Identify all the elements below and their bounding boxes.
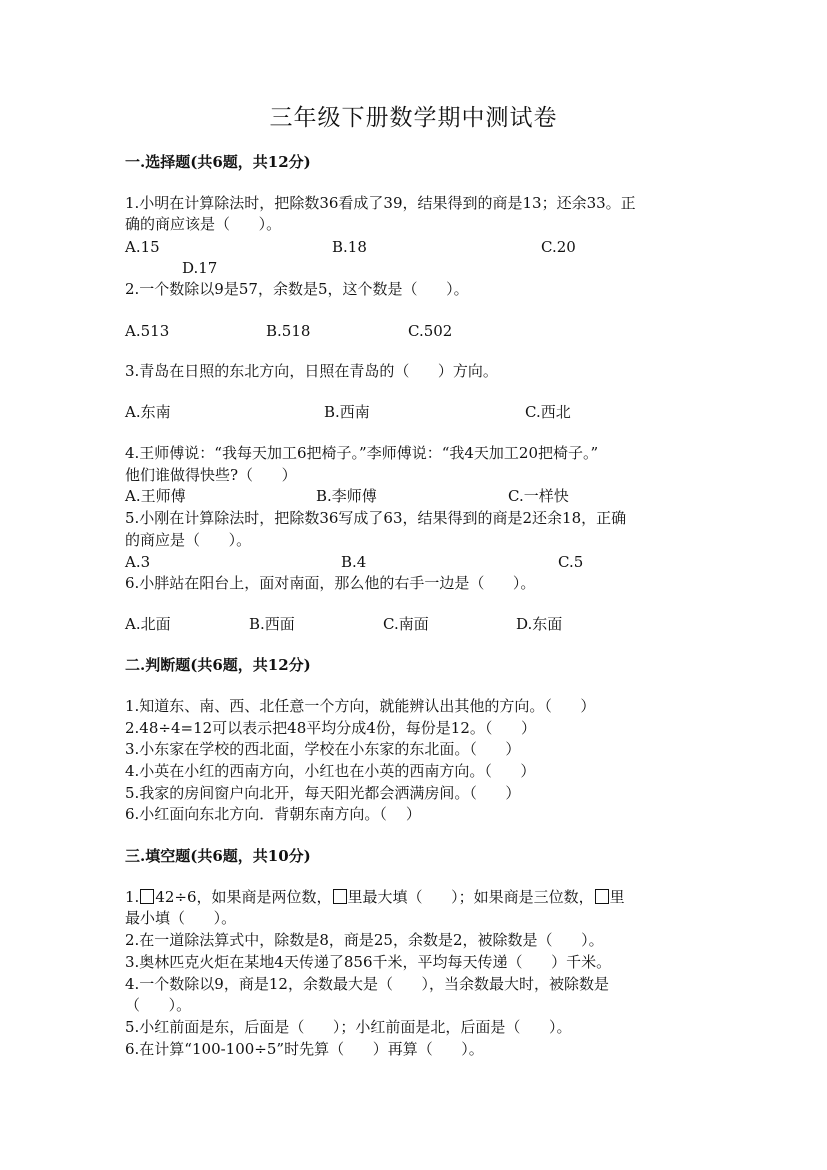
section-heading-fill-blank: 三.填空题(共6题，共10分) [125,847,311,865]
question-text: 6.小胖站在阳台上，面对南面，那么他的右手一边是（ ）。 [125,574,536,592]
question-text: 4.王师傅说：“我每天加工6把椅子。”李师傅说：“我4天加工20把椅子。” [125,444,599,462]
option-b: B.18 [332,238,367,256]
question-text: 确的商应该是（ ）。 [125,215,282,233]
option-a: A.3 [125,553,151,571]
judgment-item: 3.小东家在学校的西北面，学校在小东家的东北面。（ ） [125,740,521,758]
judgment-item: 1.知道东、南、西、北任意一个方向，就能辨认出其他的方向。（ ） [125,697,596,715]
text-fragment: 1. [125,888,140,906]
option-d: D.17 [182,259,218,277]
option-a: A.北面 [125,615,171,633]
judgment-item: 4.小英在小红的西南方向，小红也在小英的西南方向。（ ） [125,762,536,780]
option-a: A.513 [125,322,170,340]
question-text: 3.青岛在日照的东北方向，日照在青岛的（ ）方向。 [125,362,498,380]
text-fragment: 里最大填（ ）；如果商是三位数， [347,888,594,906]
judgment-item: 5.我家的房间窗户向北开，每天阳光都会洒满房间。（ ） [125,784,521,802]
text-fragment: 里 [609,888,625,906]
judgment-item: 2.48÷4=12可以表示把48平均分成4份，每份是12。（ ） [125,719,536,737]
fill-question: 6.在计算“100-100÷5”时先算（ ）再算（ ）。 [125,1040,484,1058]
option-b: B.4 [341,553,367,571]
question-text: 1.小明在计算除法时，把除数36看成了39，结果得到的商是13；还余33。正 [125,194,636,212]
option-b: B.518 [266,322,311,340]
option-c: C.一样快 [508,487,569,505]
question-text: 的商应是（ ）。 [125,531,252,549]
blank-box-icon [140,889,154,904]
judgment-item: 6.小红面向东北方向．背朝东南方向。（ ） [125,805,421,823]
question-text: 5.小刚在计算除法时，把除数36写成了63，结果得到的商是2还余18，正确 [125,509,627,527]
option-c: C.5 [558,553,584,571]
fill-question: 5.小红前面是东，后面是（ ）；小红前面是北，后面是（ ）。 [125,1018,572,1036]
option-c: C.20 [541,238,576,256]
question-text: 他们谁做得快些?（ ） [125,466,297,484]
option-a: A.15 [125,238,160,256]
blank-box-icon [595,889,609,904]
section-heading-multiple-choice: 一.选择题(共6题，共12分) [125,153,311,171]
fill-question [125,887,625,907]
option-a: A.王师傅 [125,487,186,505]
text-fragment: 42÷6，如果商是两位数， [155,888,332,906]
fill-question: 3.奥林匹克火炬在某地4天传递了856千米，平均每天传递（ ）千米。 [125,953,612,971]
option-c: C.西北 [525,403,571,421]
option-b: B.西南 [324,403,370,421]
option-b: B.李师傅 [316,487,377,505]
option-b: B.西面 [249,615,295,633]
fill-question: 最小填（ ）。 [125,909,237,927]
option-d: D.东面 [516,615,563,633]
section-heading-true-false: 二.判断题(共6题，共12分) [125,656,311,674]
question-text: 2.一个数除以9是57，余数是5，这个数是（ ）。 [125,280,469,298]
option-a: A.东南 [125,403,171,421]
option-c: C.南面 [383,615,429,633]
fill-question: 4.一个数除以9，商是12，余数最大是（ ），当余数最大时，被除数是 [125,975,610,993]
fill-question: 2.在一道除法算式中，除数是8，商是25，余数是2，被除数是（ ）。 [125,931,604,949]
page-title: 三年级下册数学期中测试卷 [269,105,558,131]
blank-box-icon [333,889,347,904]
fill-question: （ ）。 [125,996,192,1014]
option-c: C.502 [408,322,453,340]
